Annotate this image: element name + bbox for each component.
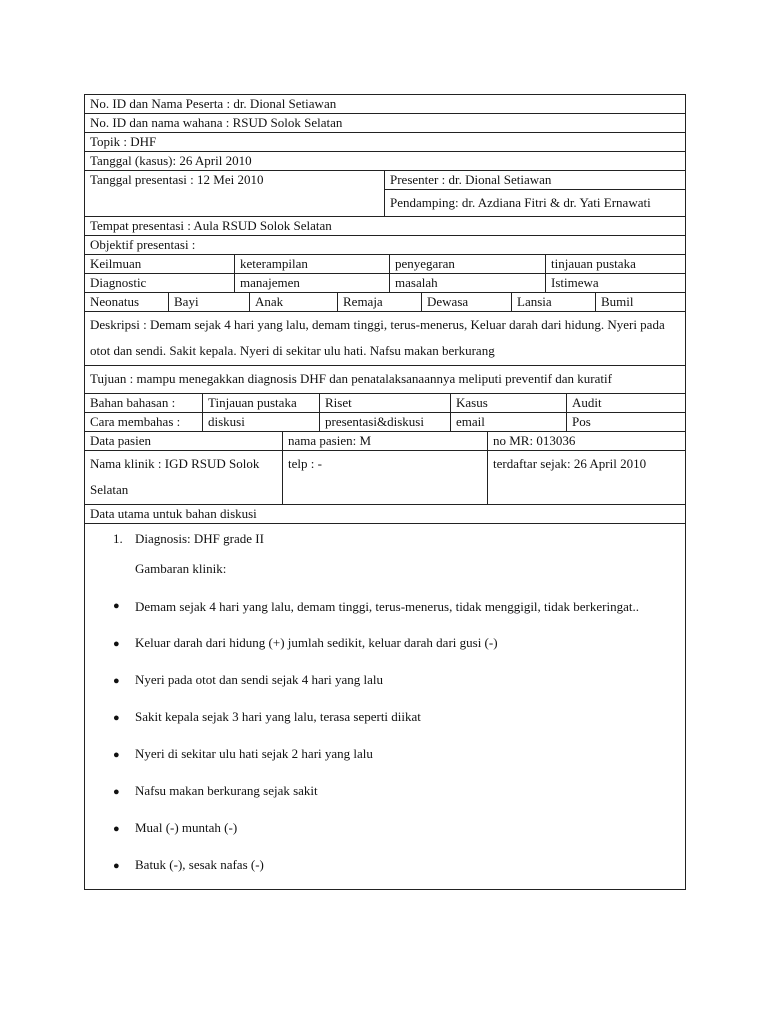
row-objektif (84, 235, 686, 254)
row-data-pasien (84, 431, 686, 450)
nama-klinik-cell: Nama klinik : IGD RSUD Solok Selatan (90, 456, 260, 497)
tujuan-cell: Tujuan : mampu menegakkan diagnosis DHF dan penatalaksanaannya meliputi preventif dan kuratif (90, 371, 612, 386)
row-presentasi (84, 170, 686, 216)
row-data-utama (84, 504, 686, 523)
usia-bumil: Bumil (595, 293, 685, 311)
objektif-diagnostic: Diagnostic (90, 275, 147, 290)
pendamping-cell: Pendamping: dr. Azdiana Fitri & dr. Yati Ernawati (390, 195, 651, 210)
list-item-text: Nyeri di sekitar ulu hati sejak 2 hari yang lalu (135, 746, 373, 761)
bahan-audit: Audit (566, 394, 685, 412)
row-tujuan (84, 365, 686, 393)
bullet-icon: ● (113, 638, 120, 650)
row-cara-membahas (84, 412, 686, 431)
list-item-text: Nyeri pada otot dan sendi sejak 4 hari yang lalu (135, 672, 384, 687)
objektif-keilmuan: Keilmuan (90, 256, 142, 271)
row-objektif-2 (84, 273, 686, 292)
bahan-riset: Riset (319, 394, 450, 412)
cara-label: Cara membahas : (90, 414, 181, 429)
list-item (113, 782, 677, 801)
wahana-cell: No. ID dan nama wahana : RSUD Solok Selatan (90, 115, 343, 130)
list-item (113, 596, 677, 618)
list-item (113, 671, 677, 690)
diskusi-cell (85, 524, 685, 889)
diagnosis-number: 1. (113, 531, 123, 546)
list-item-text: Nafsu makan berkurang sejak sakit (135, 783, 318, 798)
presentation-form (84, 94, 686, 890)
bullet-icon: ● (113, 823, 120, 835)
cara-presentasi: presentasi&diskusi (319, 413, 450, 431)
objektif-manajemen: manajemen (234, 274, 389, 292)
list-item (113, 745, 677, 764)
diagnosis-text: Diagnosis: DHF grade II (135, 531, 264, 546)
nama-pasien-cell: nama pasien: M (282, 432, 487, 450)
tanggal-kasus-cell: Tanggal (kasus): 26 April 2010 (90, 153, 252, 168)
row-bahan-bahasan (84, 393, 686, 412)
objektif-istimewa: Istimewa (545, 274, 685, 292)
peserta-cell: No. ID dan Nama Peserta : dr. Dional Setiawan (90, 96, 337, 111)
row-peserta (84, 94, 686, 113)
cara-email: email (450, 413, 566, 431)
row-klinik (84, 450, 686, 504)
presenter-cell: Presenter : dr. Dional Setiawan (385, 171, 685, 190)
diagnosis-item (113, 530, 677, 548)
gambaran-klinik: Gambaran klinik: (135, 561, 227, 576)
presenter-block (384, 171, 685, 216)
objektif-penyegaran: penyegaran (389, 255, 545, 273)
terdaftar-cell: terdaftar sejak: 26 April 2010 (487, 451, 685, 504)
list-item (113, 856, 677, 875)
telp-cell: telp : - (282, 451, 487, 504)
bahan-label: Bahan bahasan : (90, 395, 176, 410)
tanggal-presentasi-cell: Tanggal presentasi : 12 Mei 2010 (90, 172, 264, 187)
tempat-cell: Tempat presentasi : Aula RSUD Solok Selatan (90, 218, 332, 233)
objektif-keterampilan: keterampilan (234, 255, 389, 273)
no-mr-cell: no MR: 013036 (487, 432, 685, 450)
bullet-icon: ● (113, 786, 120, 798)
list-item (113, 634, 677, 653)
bullet-icon: ● (113, 712, 120, 724)
row-diskusi (84, 523, 686, 890)
row-topik (84, 132, 686, 151)
row-deskripsi (84, 311, 686, 365)
cara-diskusi: diskusi (202, 413, 319, 431)
list-item-text: Batuk (-), sesak nafas (-) (135, 857, 264, 872)
row-objektif-1 (84, 254, 686, 273)
usia-dewasa: Dewasa (421, 293, 511, 311)
row-usia (84, 292, 686, 311)
bullet-icon: ● (113, 749, 120, 761)
usia-neonatus: Neonatus (90, 294, 140, 309)
cara-pos: Pos (566, 413, 685, 431)
usia-remaja: Remaja (337, 293, 421, 311)
objektif-cell: Objektif presentasi : (90, 237, 196, 252)
deskripsi-cell: Deskripsi : Demam sejak 4 hari yang lalu, demam tinggi, terus-menerus, Keluar darah dari hidung. Nyeri pada otot dan sendi. Sakit kepala. Nyeri di sekitar ulu hati. Nafsu makan berkurang (90, 317, 665, 358)
objektif-masalah: masalah (389, 274, 545, 292)
topik-cell: Topik : DHF (90, 134, 157, 149)
objektif-tinjauan: tinjauan pustaka (545, 255, 685, 273)
bahan-tinjauan: Tinjauan pustaka (202, 394, 319, 412)
bullet-icon: ● (113, 600, 120, 612)
bahan-kasus: Kasus (450, 394, 566, 412)
data-pasien-cell: Data pasien (90, 433, 152, 448)
usia-bayi: Bayi (168, 293, 249, 311)
row-wahana (84, 113, 686, 132)
list-item (113, 819, 677, 838)
bullet-icon: ● (113, 675, 120, 687)
list-item-text: Demam sejak 4 hari yang lalu, demam tinggi, terus-menerus, tidak menggigil, tidak berkeringat.. (135, 599, 639, 614)
row-tempat (84, 216, 686, 235)
usia-anak: Anak (249, 293, 337, 311)
list-item-text: Mual (-) muntah (-) (135, 820, 238, 835)
list-item (113, 708, 677, 727)
data-utama-cell: Data utama untuk bahan diskusi (90, 506, 257, 521)
usia-lansia: Lansia (511, 293, 595, 311)
list-item-text: Keluar darah dari hidung (+) jumlah sedikit, keluar darah dari gusi (-) (135, 635, 498, 650)
bullet-icon: ● (113, 860, 120, 872)
row-tanggal-kasus (84, 151, 686, 170)
list-item-text: Sakit kepala sejak 3 hari yang lalu, terasa seperti diikat (135, 709, 421, 724)
